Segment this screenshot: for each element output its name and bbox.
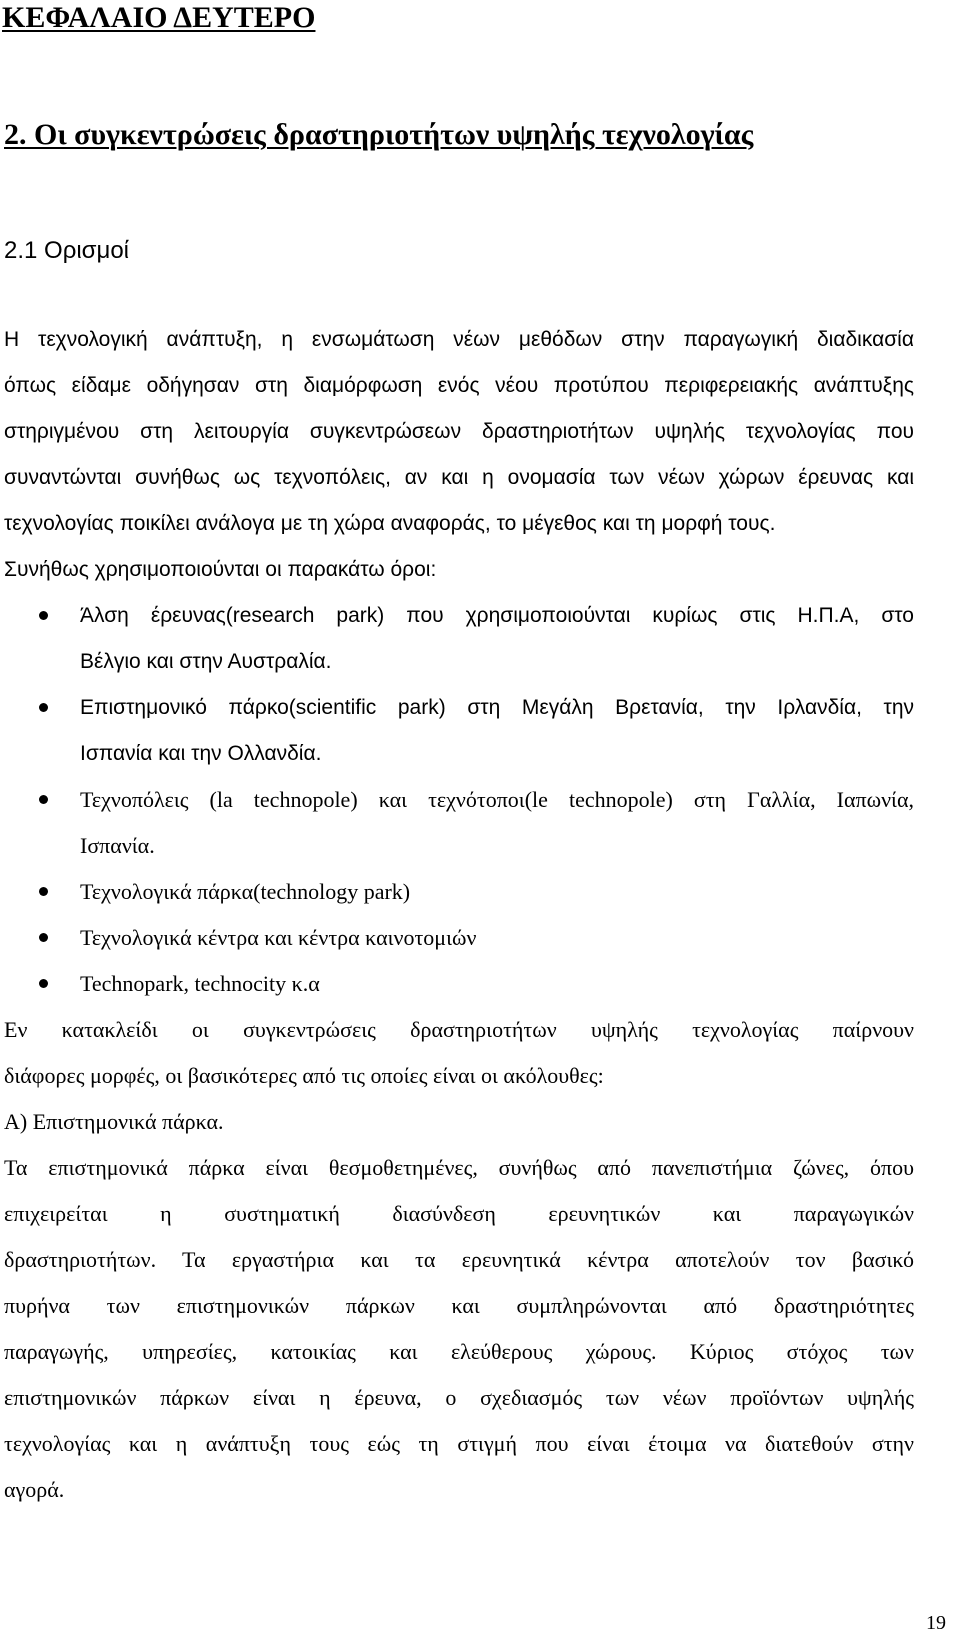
bullet-item-line: Επιστημονικό πάρκο(scientific park) στη Μεγάλη Βρετανία, την Ιρλανδία, την <box>80 696 914 719</box>
bullet-dot <box>39 979 48 988</box>
bullet-item-line: Ισπανία και την Ολλανδία. <box>80 742 322 765</box>
forms-paragraph-line: διάφορες μορφές, οι βασικότερες από τις οποίες είναι οι ακόλουθες: <box>4 1063 604 1088</box>
bullet-dot <box>39 611 48 620</box>
science-parks-paragraph-line: αγορά. <box>4 1477 65 1502</box>
intro-paragraph-line: Συνήθως χρησιμοποιούνται οι παρακάτω όροι: <box>4 558 437 581</box>
subsection-title: 2.1 Ορισμοί <box>4 237 130 264</box>
bullet-item-line: Technopark, technocity κ.α <box>80 971 320 996</box>
bullet-dot <box>39 887 48 896</box>
bullet-dot <box>39 795 48 804</box>
forms-paragraph-line: Εν κατακλείδι οι συγκεντρώσεις δραστηριοτήτων υψηλής τεχνολογίας παίρνουν <box>4 1017 914 1042</box>
subheading-science-parks: Α) Επιστημονικά πάρκα. <box>4 1109 224 1134</box>
science-parks-paragraph-line: επιστημονικών πάρκων είναι η έρευνα, ο σχεδιασμός των νέων προϊόντων υψηλής <box>4 1385 914 1410</box>
chapter-title: ΚΕΦΑΛΑΙΟ ΔΕΥΤΕΡΟ <box>2 1 316 34</box>
science-parks-paragraph-line: τεχνολογίας και η ανάπτυξη τους εώς τη στιγμή που είναι έτοιμα να διατεθούν στην <box>4 1431 914 1456</box>
bullet-item-line: Άλση έρευνας(research park) που χρησιμοποιούνται κυρίως στις Η.Π.Α, στο <box>80 604 914 627</box>
bullet-item-line: Βέλγιο και στην Αυστραλία. <box>80 650 332 673</box>
science-parks-paragraph-line: επιχειρείται η συστηματική διασύνδεση ερευνητικών και παραγωγικών <box>4 1201 914 1226</box>
intro-paragraph-line: στηριγμένου στη λειτουργία συγκεντρώσεων δραστηριοτήτων υψηλής τεχνολογίας που <box>4 420 914 443</box>
bullet-dot <box>39 933 48 942</box>
bullet-dot <box>39 703 48 712</box>
page-number: 19 <box>926 1612 946 1634</box>
bullet-item-line: Τεχνοπόλεις (la technopole) και τεχνότοποι(le technopole) στη Γαλλία, Ιαπωνία, <box>80 787 914 812</box>
bullet-item-line: Τεχνολογικά κέντρα και κέντρα καινοτομιών <box>80 925 477 950</box>
intro-paragraph-line: συναντώνται συνήθως ως τεχνοπόλεις, αν και η ονομασία των νέων χώρων έρευνας και <box>4 466 914 489</box>
bullet-item-line: Τεχνολογικά πάρκα(technology park) <box>80 879 411 904</box>
science-parks-paragraph-line: πυρήνα των επιστημονικών πάρκων και συμπληρώνονται από δραστηριότητες <box>4 1293 914 1318</box>
bullet-item-line: Ισπανία. <box>80 833 155 858</box>
section-title: 2. Οι συγκεντρώσεις δραστηριοτήτων υψηλής τεχνολογίας <box>4 118 754 151</box>
science-parks-paragraph-line: παραγωγής, υπηρεσίες, κατοικίας και ελεύθερους χώρους. Κύριος στόχος των <box>4 1339 914 1364</box>
science-parks-paragraph-line: δραστηριοτήτων. Τα εργαστήρια και τα ερευνητικά κέντρα αποτελούν τον βασικό <box>4 1247 914 1272</box>
intro-paragraph-line: Η τεχνολογική ανάπτυξη, η ενσωμάτωση νέων μεθόδων στην παραγωγική διαδικασία <box>4 328 914 351</box>
intro-paragraph-line: όπως είδαμε οδήγησαν στη διαμόρφωση ενός νέου προτύπου περιφερειακής ανάπτυξης <box>4 374 914 397</box>
science-parks-paragraph-line: Τα επιστημονικά πάρκα είναι θεσμοθετημένες, συνήθως από πανεπιστήμια ζώνες, όπου <box>4 1155 914 1180</box>
intro-paragraph-line: τεχνολογίας ποικίλει ανάλογα με τη χώρα αναφοράς, το μέγεθος και τη μορφή τους. <box>4 512 776 535</box>
